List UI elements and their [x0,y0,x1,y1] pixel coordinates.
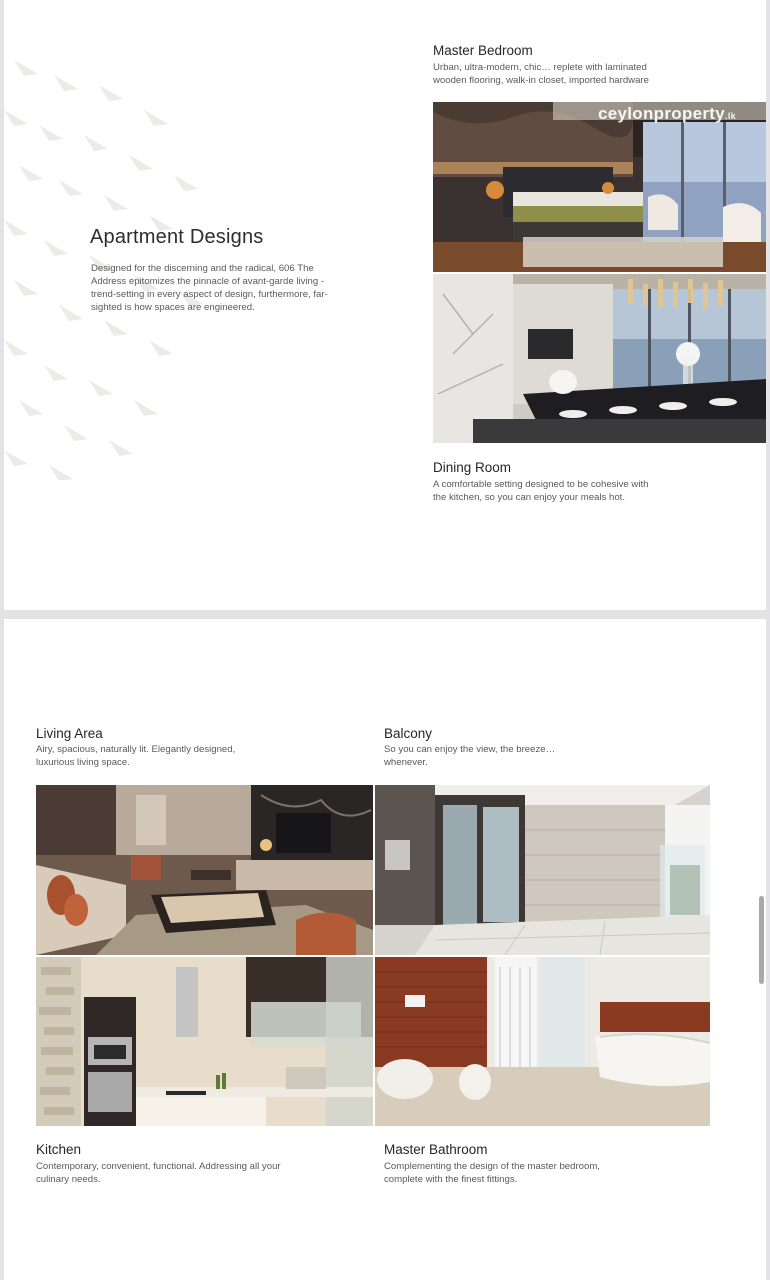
master-bedroom-photo [433,102,766,272]
balcony-description: So you can enjoy the view, the breeze… whenever. [384,744,556,768]
ceylonproperty-watermark: ceylonproperty.lk [598,104,736,123]
dining-room-description: A comfortable setting designed to be cohesive with the kitchen, so you can enjoy your meals hot. [433,479,649,503]
master-bedroom-title: Master Bedroom [433,43,533,58]
balcony-photo [375,785,710,955]
kitchen-title: Kitchen [36,1142,82,1157]
living-area-title: Living Area [36,726,103,741]
kitchen-photo [36,957,373,1126]
brochure-page-1 [4,0,766,610]
dining-room-title: Dining Room [433,460,512,475]
decorative-chevron-pattern [4,40,214,480]
kitchen-description: Contemporary, convenient, functional. Addressing all your culinary needs. [36,1161,281,1185]
master-bathroom-description: Complementing the design of the master bedroom, complete with the finest fittings. [384,1161,600,1185]
master-bedroom-description-line-2: wooden flooring, walk-in closet, imported hardware [433,75,649,86]
brochure-page-2 [4,619,766,1280]
master-bathroom-photo [375,957,710,1126]
living-area-description: Airy, spacious, naturally lit. Elegantly designed, luxurious living space. [36,744,236,768]
vertical-scrollbar-thumb[interactable] [759,896,764,984]
master-bathroom-title: Master Bathroom [384,1142,488,1157]
balcony-title: Balcony [384,726,433,741]
living-area-photo [36,785,373,955]
dining-room-photo [433,274,766,443]
apartment-designs-heading: Apartment Designs [90,226,264,248]
master-bedroom-description-line-1: Urban, ultra-modern, chic… replete with laminated [433,62,647,73]
apartment-designs-intro: Designed for the discerning and the radical, 606 The Address epitomizes the pinnacle of avant-garde living - trend-setting in every aspect of design, furthermore, far-sighted is how spaces are engineered. [91,263,328,313]
